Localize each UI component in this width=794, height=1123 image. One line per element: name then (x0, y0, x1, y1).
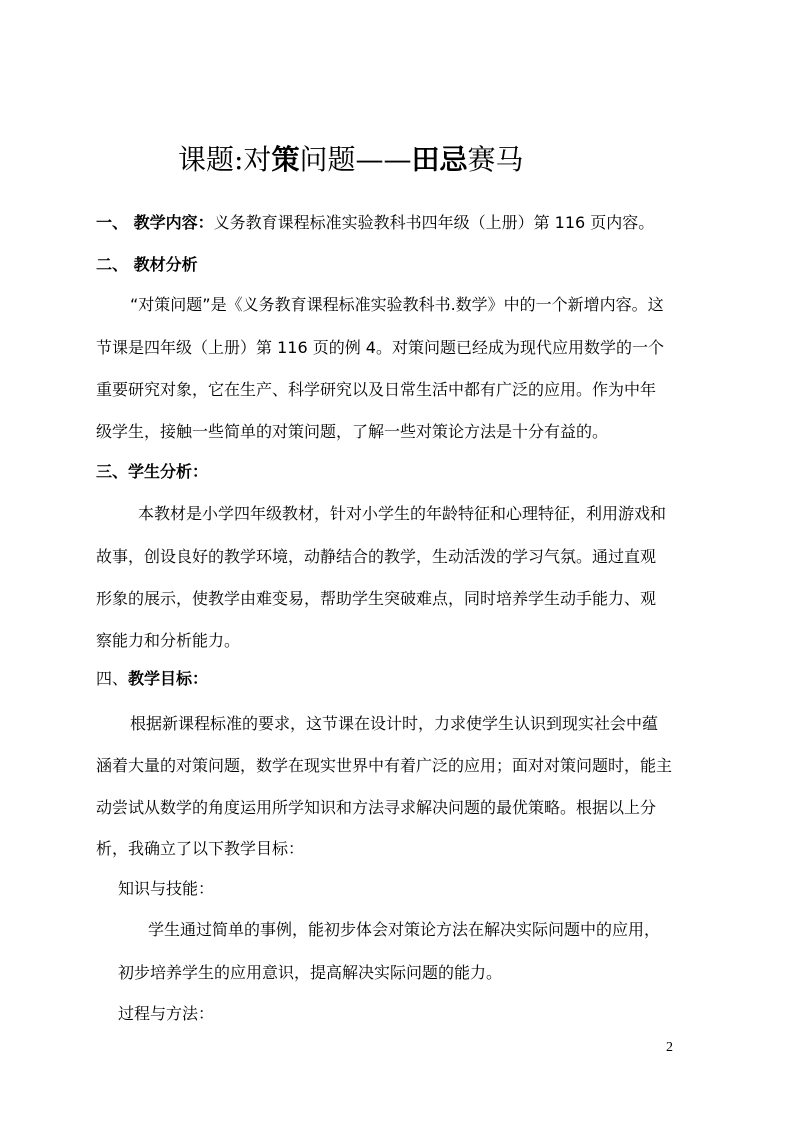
section-3-line-3: 形象的展示，使教学由难变易，帮助学生突破难点，同时培养学生动手能力、观 (96, 589, 657, 608)
title-part-1: 课题:对 (178, 143, 272, 176)
page-number: 2 (666, 1040, 673, 1055)
section-2-heading: 二、 教材分析 (96, 255, 198, 274)
title-part-3: 问题—— (299, 143, 412, 176)
section-1-text: 义务教育课程标准实验教科书四年级（上册）第 116 页内容。 (213, 213, 655, 232)
page-title (178, 138, 524, 182)
section-4-line-3: 动尝试从数学的角度运用所学知识和方法寻求解决问题的最优策略。根据以上分 (96, 798, 657, 817)
title-part-2: 策 (271, 143, 300, 176)
section-4-line-2: 涵着大量的对策问题，数学在现实世界中有着广泛的应用；面对对策问题时，能主 (96, 756, 673, 775)
knowledge-skills-line-1: 学生通过简单的事例，能初步体会对策论方法在解决实际问题中的应用， (148, 920, 661, 939)
section-2-line-2: 节课是四年级（上册）第 116 页的例 4。对策问题已经成为现代应用数学的一个 (96, 338, 664, 357)
section-3-line-4: 察能力和分析能力。 (96, 631, 241, 650)
section-2-line-4: 级学生，接触一些简单的对策问题，了解一些对策论方法是十分有益的。 (96, 422, 609, 441)
section-4-heading-prefix: 四、 (96, 669, 129, 688)
section-4-heading (96, 667, 208, 691)
knowledge-skills-label: 知识与技能： (118, 879, 215, 898)
section-3-heading: 三、学生分析： (96, 462, 209, 481)
process-methods-label: 过程与方法： (118, 1004, 215, 1023)
section-3-line-2: 故事，创设良好的教学环境，动静结合的教学，生动活泼的学习气氛。通过直观 (96, 547, 657, 566)
section-3-line-1: 本教材是小学四年级教材，针对小学生的年龄特征和心理特征，利用游戏和 (138, 504, 667, 523)
knowledge-skills-line-2: 初步培养学生的应用意识，提高解决实际问题的能力。 (118, 963, 503, 982)
section-1-heading (96, 211, 654, 235)
section-4-line-1: 根据新课程标准的要求，这节课在设计时，力求使学生认识到现实社会中蕴 (130, 714, 659, 733)
section-4-heading-label: 教学目标： (128, 669, 209, 688)
title-part-5: 赛马 (467, 143, 524, 176)
section-4-line-4: 析，我确立了以下教学目标： (96, 839, 305, 858)
section-2-line-1: “对策问题”是《义务教育课程标准实验教科书.数学》中的一个新增内容。这 (130, 295, 664, 314)
section-1-heading-label: 一、 教学内容： (96, 213, 214, 232)
title-part-4: 田忌 (411, 143, 468, 176)
section-2-line-3: 重要研究对象，它在生产、科学研究以及日常生活中都有广泛的应用。作为中年 (96, 380, 657, 399)
